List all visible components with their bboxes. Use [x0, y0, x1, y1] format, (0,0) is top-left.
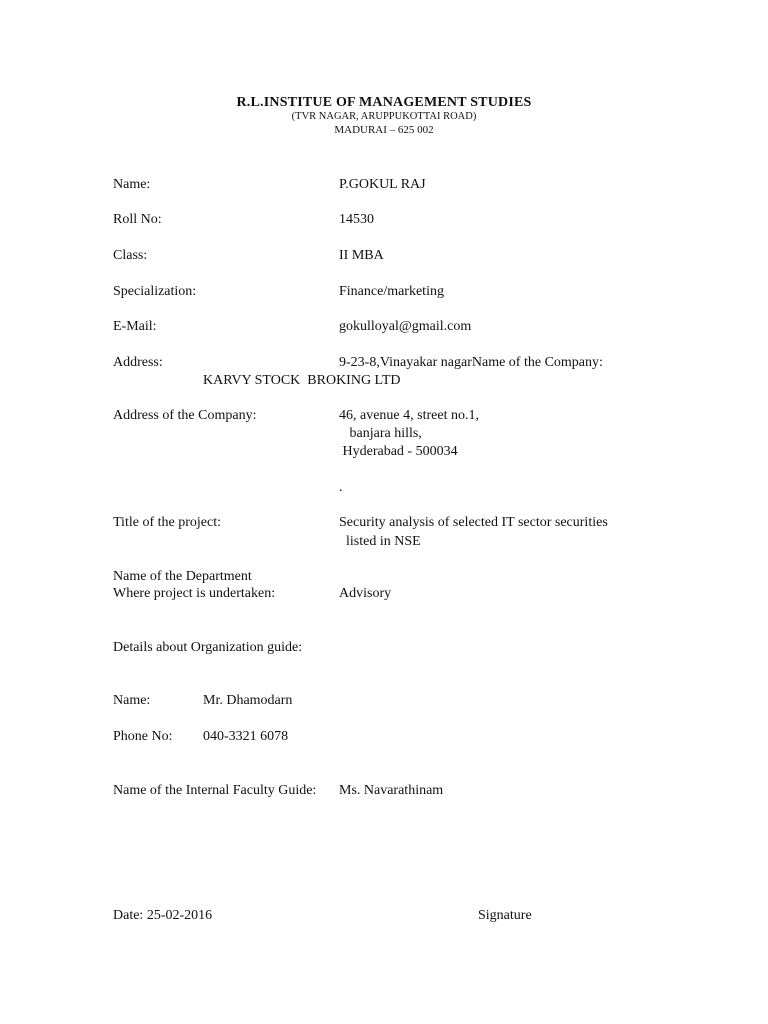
guide-name-value: Mr. Dhamodarn: [203, 693, 293, 708]
email-value: gokulloyal@gmail.com: [339, 319, 472, 334]
name-label: Name:: [113, 177, 151, 192]
department-value: Advisory: [339, 586, 392, 601]
date-field: Date: 25-02-2016: [113, 908, 213, 923]
specialization-label: Specialization:: [113, 284, 197, 299]
guide-phone-value: 040-3321 6078: [203, 729, 289, 744]
institute-title: R.L.INSTITUE OF MANAGEMENT STUDIES: [236, 95, 532, 110]
signature-label: Signature: [478, 908, 532, 923]
company-address-label: Address of the Company:: [113, 408, 257, 423]
company-address-line1: 46, avenue 4, street no.1,: [339, 408, 479, 423]
stray-dot: .: [339, 480, 343, 495]
email-label: E-Mail:: [113, 319, 157, 334]
organization-guide-heading: Details about Organization guide:: [113, 640, 303, 655]
company-address-line3: Hyderabad - 500034: [339, 444, 458, 459]
address-value: 9-23-8,Vinayakar nagarName of the Company:: [339, 355, 603, 370]
company-address-line2: banjara hills,: [339, 426, 422, 441]
institute-address: (TVR NAGAR, ARUPPUKOTTAI ROAD): [291, 111, 477, 122]
department-label-line2: Where project is undertaken:: [113, 586, 276, 601]
faculty-guide-value: Ms. Navarathinam: [339, 783, 444, 798]
faculty-guide-label: Name of the Internal Faculty Guide:: [113, 783, 317, 798]
project-title-label: Title of the project:: [113, 515, 221, 530]
guide-name-label: Name:: [113, 693, 151, 708]
institute-city: MADURAI – 625 002: [334, 124, 434, 136]
roll-value: 14530: [339, 212, 374, 227]
class-value: II MBA: [339, 248, 384, 263]
department-label-line1: Name of the Department: [113, 569, 252, 584]
company-name: KARVY STOCK BROKING LTD: [203, 373, 401, 388]
project-title-line1: Security analysis of selected IT sector securities: [339, 515, 608, 530]
name-value: P.GOKUL RAJ: [339, 177, 426, 192]
guide-phone-label: Phone No:: [113, 729, 173, 744]
project-title-line2: listed in NSE: [339, 534, 421, 549]
class-label: Class:: [113, 248, 148, 263]
address-label: Address:: [113, 355, 163, 370]
specialization-value: Finance/marketing: [339, 284, 444, 299]
roll-label: Roll No:: [113, 212, 162, 227]
